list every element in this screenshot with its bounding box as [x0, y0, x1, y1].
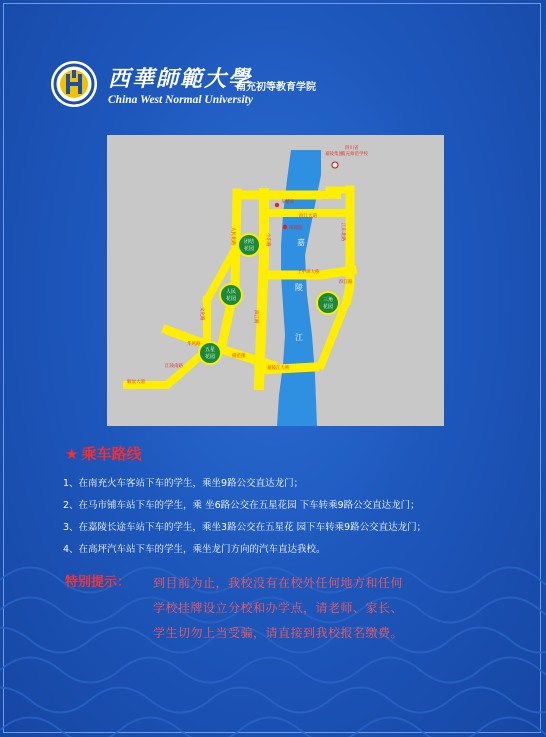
- notice-line: 学生切勿上当受骗，请直接到我校报名缴费。: [153, 626, 404, 640]
- route-item: 2、在马市铺车站下车的学生，乘 坐6路公交在五星花园 下车转乘9路公交直达龙门；: [63, 500, 420, 511]
- garden-sanjiao-label-2: 花园: [322, 304, 334, 310]
- garden-sanjiao-label-1: 三角: [322, 297, 334, 303]
- label-moxi: 模范街: [232, 354, 246, 359]
- garden-wuxing-label-2: 花园: [204, 354, 216, 360]
- label-jianxi: 江陵南路: [165, 364, 183, 369]
- river-label-2: 陵: [295, 283, 303, 292]
- university-name-en: China West Normal University: [108, 94, 253, 106]
- university-name-cn: 西華師範大學: [108, 66, 253, 92]
- route-item: 3、在嘉陵长途车站下车的学生，乘坐3路公交在五星花 园下车转乘9路公交直达龙门；: [63, 522, 427, 533]
- label-shangzhongba: 上中坝大桥: [297, 270, 320, 275]
- college-name-cn: 南充初等教育学院: [236, 82, 316, 93]
- label-renmin-road: 人民北路: [230, 227, 235, 245]
- label-xiaodong: 小东路: [265, 233, 270, 247]
- routes-title: 乘车路线: [81, 445, 142, 463]
- label-jiangdong: 江东北路: [340, 223, 345, 241]
- route-item: 1、在南充火车客站下车的学生，乘坐9路公交直达龙门；: [63, 478, 304, 489]
- stop-pin-1: [275, 203, 279, 207]
- school-pin: [332, 162, 338, 168]
- label-jianeng: 解放大道: [127, 380, 145, 385]
- routes-heading: [65, 443, 141, 464]
- star-icon: ★: [65, 445, 79, 463]
- garden-renmin: [220, 284, 242, 306]
- label-jialing-bridge: 嘉陵江大桥: [267, 366, 290, 371]
- label-binjiang-v: 滨江路: [339, 280, 353, 285]
- label-school-2: 南充师范学校: [341, 152, 368, 157]
- label-stop-2: 荣湖院: [289, 226, 303, 231]
- garden-tuanjie-label-1: 团结: [243, 239, 255, 245]
- garden-tuanjie-label-2: 花园: [243, 246, 255, 252]
- notice-line: 到目前为止，我校没有在校外任何地方和任何: [153, 576, 404, 590]
- label-company: 嘉陵集团: [325, 152, 343, 157]
- label-school-1: 四川省: [345, 146, 359, 151]
- river-label-3: 江: [295, 333, 303, 342]
- notice-line: 学校挂牌设立分校和办学点，请老师、家长、: [153, 601, 404, 615]
- label-stop-1: 车桥前: [281, 200, 295, 205]
- routes-list: [63, 473, 533, 561]
- garden-tuanjie: [238, 234, 260, 256]
- label-wenhua: 文化路: [199, 307, 204, 321]
- garden-sanjiao: [317, 292, 339, 314]
- garden-renmin-label-1: 人民: [225, 289, 237, 295]
- label-huagong: 华风路: [187, 342, 201, 347]
- notice-label: 特别提示：: [65, 575, 131, 590]
- route-map: [107, 135, 444, 426]
- label-binjiang: 滨江大道: [299, 214, 317, 219]
- stop-pin-2: [283, 225, 287, 229]
- garden-wuxing: [199, 342, 221, 364]
- garden-renmin-label-2: 花园: [225, 296, 237, 302]
- label-tiaodeng: 滨江路: [253, 310, 258, 324]
- garden-wuxing-label-1: 五星: [204, 347, 216, 353]
- university-logo: [50, 60, 98, 108]
- river-label-1: 嘉: [297, 238, 305, 247]
- route-item: 4、在高坪汽车站下车的学生，乘坐龙门方向的汽车直达我校。: [63, 544, 326, 555]
- notice-text: [153, 571, 483, 646]
